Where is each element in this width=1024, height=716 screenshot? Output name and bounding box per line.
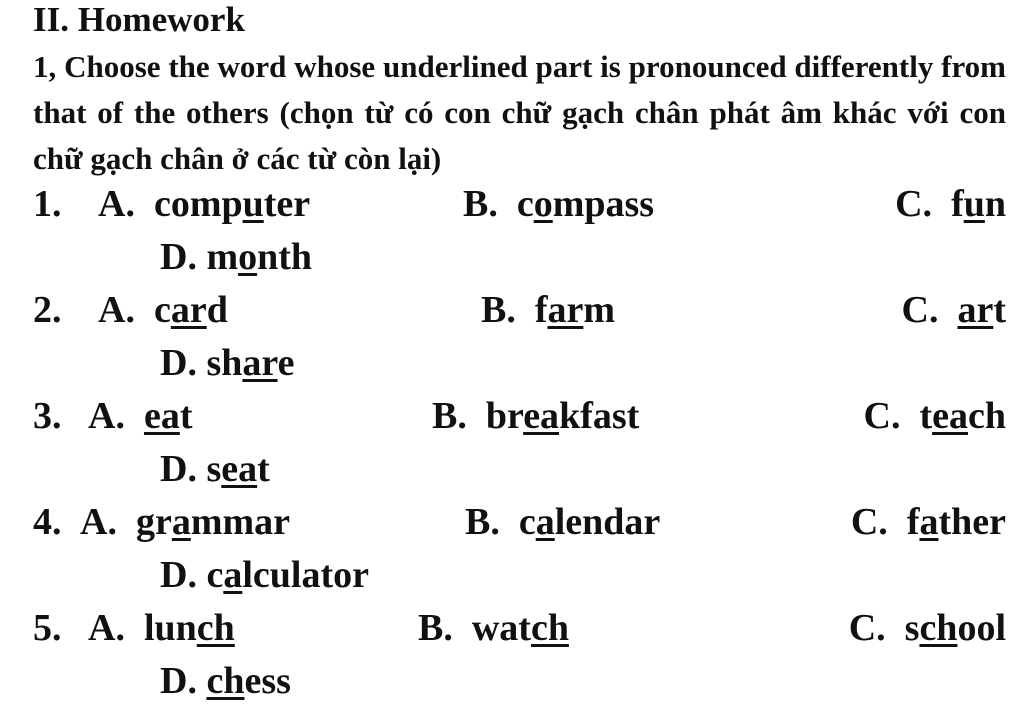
underlined-part: o [238,236,258,278]
underlined-part: ar [547,289,584,331]
question-4 [0,499,1024,605]
option-word [206,236,312,278]
option-word [144,395,193,437]
option-letter: A. [88,395,125,437]
option-letter: B. [463,183,498,225]
underlined-part: a [223,554,243,596]
question-1 [0,181,1024,287]
option-letter: C. [863,395,901,437]
word-prefix: t [919,395,933,437]
option-letter: C. [848,607,886,649]
option-d[interactable] [160,658,291,704]
option-c[interactable] [864,393,1006,439]
option-word [136,501,290,543]
underlined-part: u [242,183,264,225]
word-suffix: t [179,395,193,437]
underlined-part: ar [170,289,207,331]
question-number: 2. [33,289,62,331]
question-2 [0,287,1024,393]
option-c[interactable] [851,499,1006,545]
word-suffix: t [993,289,1006,331]
word-suffix: ool [957,607,1006,649]
word-prefix: c [518,501,536,543]
option-word [919,395,1006,437]
question-number: 5. [33,607,62,649]
word-prefix: comp [153,183,243,225]
underlined-part: o [533,183,553,225]
underlined-part: ar [957,289,994,331]
word-prefix: s [206,448,222,490]
word-prefix: c [153,289,171,331]
option-c[interactable] [895,181,1006,227]
word-suffix: ter [263,183,311,225]
option-word [907,501,1006,543]
option-letter: D. [160,448,197,490]
option-letter: D. [160,554,197,596]
question-number: 1. [33,183,62,225]
exercise-instruction: 1, Choose the word whose underlined part is pronounced differently from that of the others (chọn từ có con chữ gạch chân phát âm khác với con chữ gạch chân ở các từ còn lại) [33,49,1006,176]
word-prefix: c [516,183,534,225]
option-word [144,607,235,649]
option-word [957,289,1006,331]
word-prefix: lun [143,607,197,649]
option-word [905,607,1006,649]
underlined-part: a [171,501,191,543]
option-letter: B. [418,607,453,649]
option-b[interactable] [465,499,660,545]
option-a[interactable] [88,393,192,439]
word-suffix: mpass [552,183,655,225]
option-a[interactable] [98,287,228,333]
option-word [472,607,569,649]
word-prefix: c [206,554,224,596]
question-number: 3. [33,395,62,437]
option-word [154,183,310,225]
option-word [206,660,290,702]
option-b[interactable] [481,287,615,333]
option-d[interactable] [160,446,270,492]
word-prefix: wat [471,607,531,649]
word-suffix: ch [968,395,1006,437]
option-letter: A. [98,289,135,331]
option-letter: B. [465,501,500,543]
word-suffix: ther [938,501,1006,543]
option-d[interactable] [160,234,312,280]
word-prefix: f [534,289,548,331]
underlined-part: ch [206,660,245,702]
option-word [517,183,654,225]
option-word [206,554,369,596]
word-suffix: m [583,289,616,331]
section-heading: II. Homework [33,0,245,39]
word-prefix: gr [135,501,172,543]
underlined-part: ea [932,395,968,437]
word-prefix: f [906,501,920,543]
option-b[interactable] [418,605,569,651]
underlined-part: ea [143,395,180,437]
option-word [154,289,228,331]
option-letter: C. [850,501,888,543]
underlined-part: ch [530,607,569,649]
underlined-part: a [919,501,939,543]
option-c[interactable] [902,287,1006,333]
option-a[interactable] [88,605,235,651]
option-letter: B. [481,289,516,331]
option-letter: D. [160,342,197,384]
word-prefix: m [206,236,239,278]
word-prefix: br [485,395,524,437]
underlined-part: ea [523,395,560,437]
underlined-part: ea [221,448,258,490]
option-letter: C. [895,183,933,225]
option-word [535,289,615,331]
option-word [486,395,639,437]
option-letter: A. [80,501,117,543]
option-word [206,448,269,490]
option-c[interactable] [849,605,1006,651]
option-letter: A. [88,607,125,649]
question-3 [0,393,1024,499]
word-prefix: sh [206,342,243,384]
word-suffix: e [277,342,295,384]
word-suffix: kfast [559,395,640,437]
option-d[interactable] [160,340,294,386]
option-a[interactable] [80,499,290,545]
word-suffix: ess [244,660,291,702]
question-number: 4. [33,501,62,543]
underlined-part: a [535,501,555,543]
word-prefix: s [904,607,920,649]
word-suffix: nth [257,236,313,278]
option-d[interactable] [160,552,369,598]
option-word [519,501,660,543]
word-suffix: lculator [242,554,369,596]
underlined-part: ch [919,607,958,649]
option-letter: C. [901,289,939,331]
option-b[interactable] [432,393,639,439]
word-prefix: f [951,183,964,225]
underlined-part: u [963,183,985,225]
word-suffix: t [257,448,270,490]
word-suffix: mmar [190,501,291,543]
question-5 [0,605,1024,711]
option-word [951,183,1006,225]
word-suffix: n [984,183,1006,225]
word-suffix: lendar [554,501,661,543]
option-word [206,342,294,384]
underlined-part: ch [196,607,235,649]
word-suffix: d [206,289,228,331]
option-letter: B. [432,395,467,437]
underlined-part: ar [242,342,278,384]
option-letter: D. [160,660,197,702]
option-letter: A. [98,183,135,225]
option-b[interactable] [463,181,654,227]
option-letter: D. [160,236,197,278]
option-a[interactable] [98,181,310,227]
